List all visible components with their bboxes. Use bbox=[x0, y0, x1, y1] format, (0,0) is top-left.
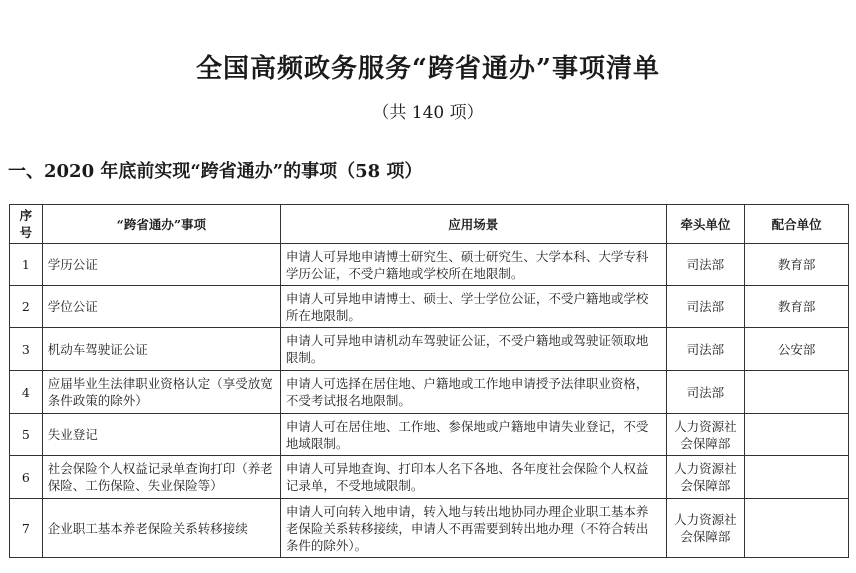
row-number: 2 bbox=[10, 286, 43, 328]
row-item: 企业职工基本养老保险关系转移接续 bbox=[42, 499, 280, 558]
row-cooperating-unit bbox=[745, 456, 849, 499]
table-row bbox=[10, 286, 849, 328]
row-item: 失业登记 bbox=[42, 414, 280, 456]
row-cooperating-unit: 教育部 bbox=[745, 244, 849, 286]
table-row bbox=[10, 328, 849, 371]
row-item: 应届毕业生法律职业资格认定（享受放宽条件政策的除外） bbox=[42, 371, 280, 414]
row-scene: 申请人可异地申请博士研究生、硕士研究生、大学本科、大学专科学历公证，不受户籍地或学校所在地限制。 bbox=[280, 244, 666, 286]
row-scene: 申请人可异地查询、打印本人名下各地、各年度社会保险个人权益记录单，不受地域限制。 bbox=[280, 456, 666, 499]
row-lead-unit: 司法部 bbox=[666, 244, 745, 286]
row-number: 7 bbox=[10, 499, 43, 558]
document-subtitle: （共 140 项） bbox=[372, 103, 484, 123]
section-heading: 一、2020 年底前实现“跨省通办”的事项（58 项） bbox=[8, 161, 423, 182]
row-item: 社会保险个人权益记录单查询打印（养老保险、工伤保险、失业保险等） bbox=[42, 456, 280, 499]
row-lead-unit: 司法部 bbox=[666, 286, 745, 328]
table-row bbox=[10, 456, 849, 499]
row-scene: 申请人可异地申请博士、硕士、学士学位公证，不受户籍地或学校所在地限制。 bbox=[280, 286, 666, 328]
row-number: 1 bbox=[10, 244, 43, 286]
row-item: 机动车驾驶证公证 bbox=[42, 328, 280, 371]
row-cooperating-unit bbox=[745, 371, 849, 414]
row-number: 5 bbox=[10, 414, 43, 456]
row-lead-unit: 司法部 bbox=[666, 371, 745, 414]
row-scene: 申请人可在居住地、工作地、参保地或户籍地申请失业登记，不受地域限制。 bbox=[280, 414, 666, 456]
row-scene: 申请人可异地申请机动车驾驶证公证，不受户籍地或驾驶证领取地限制。 bbox=[280, 328, 666, 371]
header-scene: 应用场景 bbox=[280, 205, 666, 244]
header-no: 序号 bbox=[10, 205, 43, 244]
row-lead-unit: 人力资源社会保障部 bbox=[666, 456, 745, 499]
row-number: 3 bbox=[10, 328, 43, 371]
table-row bbox=[10, 371, 849, 414]
row-scene: 申请人可选择在居住地、户籍地或工作地申请授予法律职业资格，不受考试报名地限制。 bbox=[280, 371, 666, 414]
table-row bbox=[10, 414, 849, 456]
header-cooperating-unit: 配合单位 bbox=[745, 205, 849, 244]
row-cooperating-unit: 公安部 bbox=[745, 328, 849, 371]
table-row bbox=[10, 499, 849, 558]
row-lead-unit: 司法部 bbox=[666, 328, 745, 371]
row-item: 学历公证 bbox=[42, 244, 280, 286]
table-header-row bbox=[10, 205, 849, 244]
document-title: 全国高频政务服务“跨省通办”事项清单 bbox=[196, 54, 660, 84]
row-item: 学位公证 bbox=[42, 286, 280, 328]
row-lead-unit: 人力资源社会保障部 bbox=[666, 499, 745, 558]
matters-table bbox=[9, 204, 849, 558]
row-number: 6 bbox=[10, 456, 43, 499]
row-cooperating-unit bbox=[745, 414, 849, 456]
row-cooperating-unit: 教育部 bbox=[745, 286, 849, 328]
row-cooperating-unit bbox=[745, 499, 849, 558]
table-row bbox=[10, 244, 849, 286]
row-number: 4 bbox=[10, 371, 43, 414]
row-scene: 申请人可向转入地申请，转入地与转出地协同办理企业职工基本养老保险关系转移接续，申请人不再需要到转出地办理（不符合转出条件的除外）。 bbox=[280, 499, 666, 558]
header-item: “跨省通办”事项 bbox=[42, 205, 280, 244]
header-lead-unit: 牵头单位 bbox=[666, 205, 745, 244]
row-lead-unit: 人力资源社会保障部 bbox=[666, 414, 745, 456]
